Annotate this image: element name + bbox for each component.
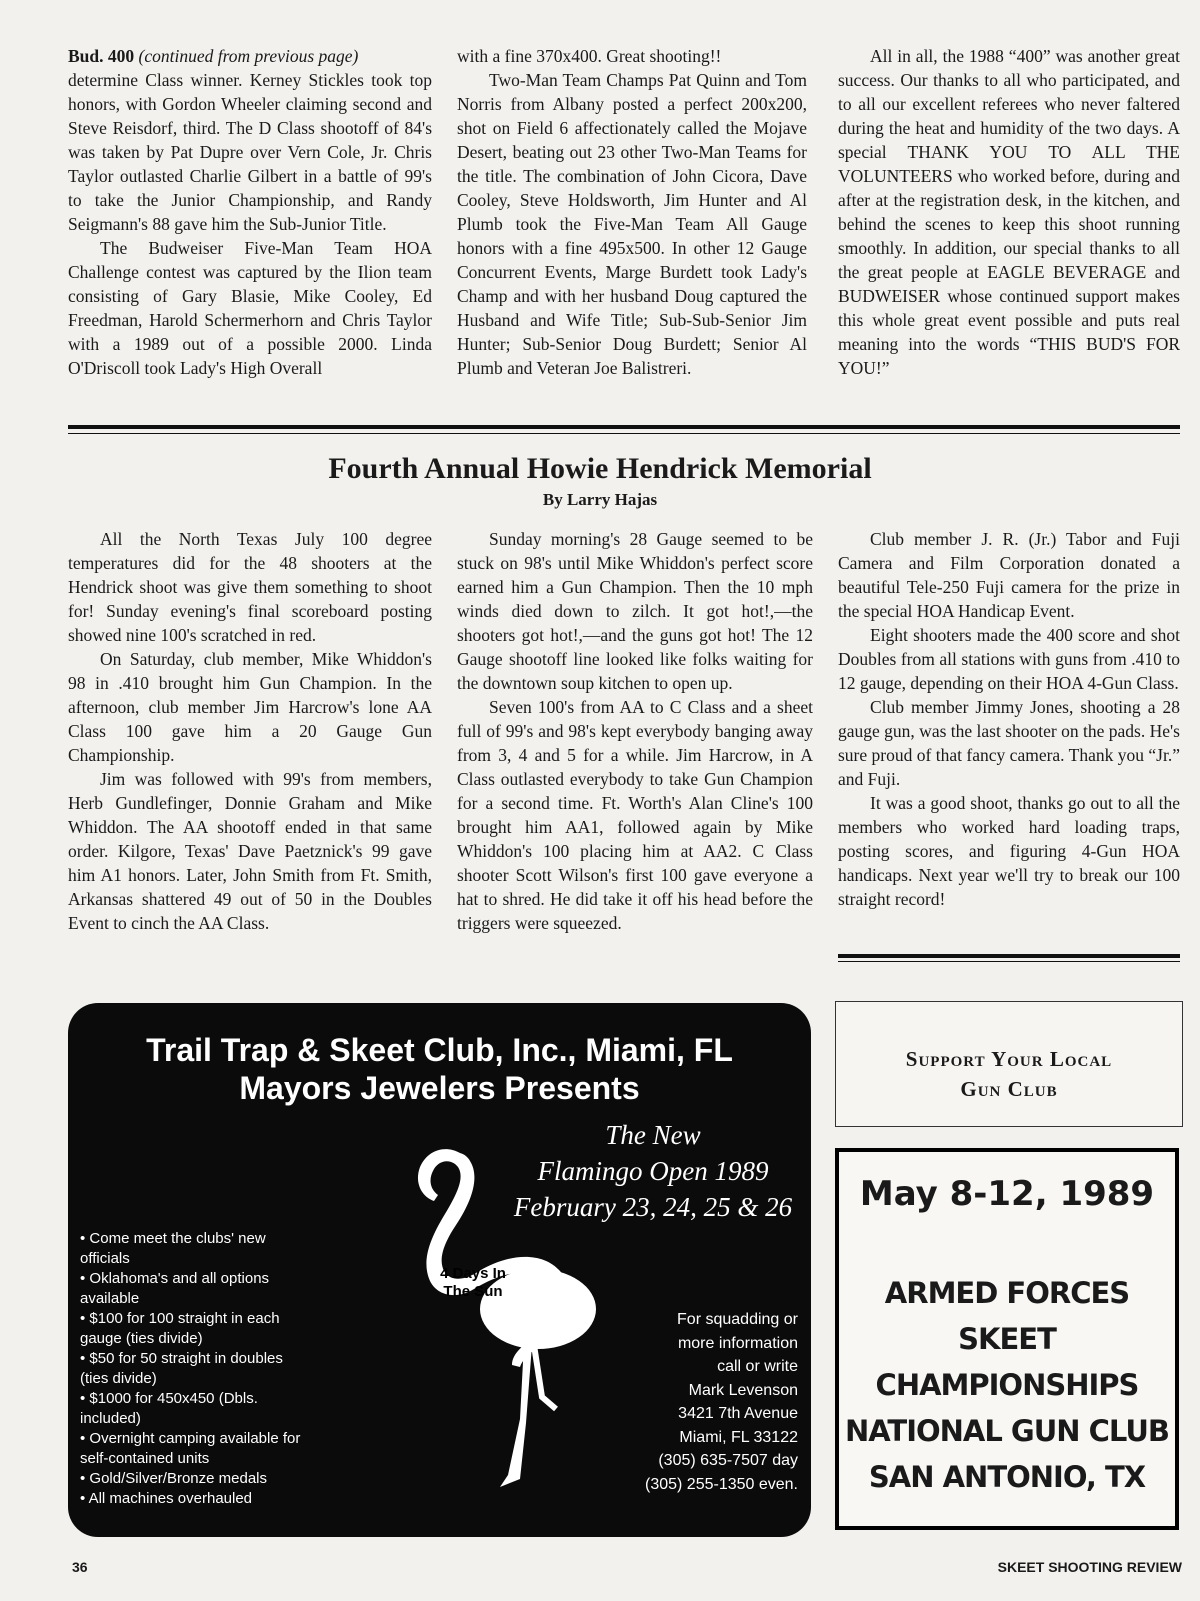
ad-bullet-list bbox=[80, 1229, 305, 1509]
ad-contact-line: 3421 7th Avenue bbox=[678, 1405, 798, 1422]
continued-paragraph: determine Class winner. Kerney Stickles took top honors, with Gordon Wheeler claiming second and Steve Reisdorf, third. The D Class shootoff of 84's was taken by Pat Dupre over Vern Cole, Jr. Chris Taylor outlasted Charlie Gilbert in a battle of 99's to take the Junior Championship, and Randy Seigmann's 88 gave him the Sub-Junior Title. bbox=[68, 70, 432, 234]
article-column-1 bbox=[68, 527, 432, 935]
article-paragraph: On Saturday, club member, Mike Whiddon's 98 in .410 brought him Gun Champion. In the afternoon, club member Jim Harcrow's lone AA Class 100 gave him a 20 Gauge Gun Championship. bbox=[68, 649, 432, 765]
article-column-3 bbox=[838, 527, 1180, 911]
article-paragraph: Club member J. R. (Jr.) Tabor and Fuji Camera and Film Corporation donated a beautiful Tele-250 Fuji camera for the prize in the special HOA Handicap Event. bbox=[838, 529, 1180, 621]
magazine-name: SKEET SHOOTING REVIEW bbox=[997, 1559, 1182, 1575]
support-local-gun-club-box bbox=[835, 1001, 1183, 1127]
article-paragraph: Eight shooters made the 400 score and shot Doubles from all stations with guns from .410 to 12 gauge, depending on their HOA 4-Gun Class. bbox=[838, 625, 1180, 693]
flamingo-icon bbox=[408, 1139, 628, 1499]
article-paragraph: Seven 100's from AA to C Class and a sheet full of 99's and 98's kept everybody banging away from 3, 4 and 5 for a while. Jim Harcrow, in A Class outlasted everybody to take Gun Champion for a second time. Ft. Worth's Alan Cline's 100 brought him AA1, followed again by Mike Whiddon's 100 placing him at AA2. C Class shooter Scott Wilson's first 100 gave everyone a hat to shred. He did take it off his head before the triggers were squeezed. bbox=[457, 697, 813, 933]
ad-bullet: • Come meet the clubs' new officials bbox=[80, 1229, 305, 1269]
ad-event-line: February 23, 24, 25 & 26 bbox=[513, 1192, 793, 1222]
armed-text bbox=[839, 1270, 1175, 1500]
article-paragraph: It was a good shoot, thanks go out to all the members who worked hard loading traps, posting scores, and figuring 4-Gun HOA handicaps. Next year we'll try to break our 100 straight record! bbox=[838, 793, 1180, 909]
armed-line: SAN ANTONIO, TX bbox=[868, 1460, 1146, 1494]
continued-paragraph: The Budweiser Five-Man Team HOA Challenge contest was captured by the Ilion team consisting of Gary Blasie, Mike Cooley, Ed Freedman, Harold Schermerhorn and Chris Taylor with a 1989 out of a possible 2000. Linda O'Driscoll took Lady's High Overall bbox=[68, 238, 432, 378]
ad-contact-line: (305) 255-1350 even. bbox=[645, 1475, 798, 1493]
ad-contact-line: For squadding or bbox=[677, 1311, 798, 1328]
continued-lead-italic: (continued from previous page) bbox=[138, 46, 359, 66]
article-paragraph: Club member Jimmy Jones, shooting a 28 gauge gun, was the last shooter on the pads. He's sure proud of that fancy camera. Thank you “Jr.” and Fuji. bbox=[838, 697, 1180, 789]
ad-bullet: • Overnight camping available for self-contained units bbox=[80, 1429, 305, 1469]
armed-line: NATIONAL GUN CLUB bbox=[844, 1414, 1170, 1448]
ad-bullet: • $100 for 100 straight in each gauge (ties divide) bbox=[80, 1309, 305, 1349]
continued-paragraph: Two-Man Team Champs Pat Quinn and Tom Norris from Albany posted a perfect 200x200, shot on Field 6 affectionately called the Mojave Desert, beating out 23 other Two-Man Teams for the title. The combination of John Cicora, Dave Cooley, Steve Holdsworth, Jim Hunter and Al Plumb took the Five-Man Team All Gauge honors with a fine 495x500. In other 12 Gauge Concurrent Events, Marge Burdett took Lady's Champ and with her husband Doug captured the Husband and Wife Title; Sub-Sub-Senior Jim Hunter; Sub-Senior Doug Burdett; Senior Al Plumb and Veteran Joe Balistreri. bbox=[457, 70, 807, 378]
armed-line: SKEET bbox=[958, 1322, 1056, 1356]
ad-bullet: • $1000 for 450x450 (Dbls. included) bbox=[80, 1389, 305, 1429]
armed-line: CHAMPIONSHIPS bbox=[875, 1368, 1139, 1402]
continued-lead-bold: Bud. 400 bbox=[68, 46, 135, 66]
page-number: 36 bbox=[72, 1559, 88, 1575]
ad-bullet: • $50 for 50 straight in doubles (ties divide) bbox=[80, 1349, 305, 1389]
ad-sun-label bbox=[423, 1265, 523, 1301]
section-divider-thin bbox=[68, 433, 1180, 434]
continued-column-2 bbox=[457, 44, 807, 380]
support-text bbox=[836, 1044, 1182, 1104]
ad-bullet: • All machines overhauled bbox=[80, 1489, 305, 1509]
ad-contact-line: Miami, FL 33122 bbox=[679, 1428, 798, 1446]
ad-club-name: Trail Trap & Skeet Club, Inc., Miami, FL bbox=[146, 1032, 733, 1068]
article-byline: By Larry Hajas bbox=[542, 490, 658, 509]
support-line: Support Your Local bbox=[905, 1047, 1113, 1071]
flamingo-open-ad bbox=[68, 1003, 811, 1537]
ad-contact-line: (305) 635-7507 day bbox=[658, 1452, 798, 1469]
ad-contact-info bbox=[608, 1308, 798, 1496]
section-divider bbox=[68, 425, 1180, 429]
continued-lead bbox=[68, 44, 432, 68]
continued-column-3 bbox=[838, 44, 1180, 380]
ad-bullet: • Oklahoma's and all options available bbox=[80, 1269, 305, 1309]
article-end-rule-thin bbox=[838, 961, 1180, 962]
article-column-2 bbox=[457, 527, 813, 935]
continued-paragraph: All in all, the 1988 “400” was another great success. Our thanks to all who participated, and to all our excellent referees who never faltered during the heat and humidity of the two days. A special THANK YOU TO ALL THE VOLUNTEERS who worked before, during and after at the registration desk, in the kitchen, and behind the scenes to keep this shoot running smoothly. In addition, our special thanks to all the great people at EAGLE BEVERAGE and BUDWEISER whose continued support makes this whole great event possible and puts real meaning into the words “THIS BUD'S FOR YOU!” bbox=[838, 46, 1180, 378]
ad-sun-line: The Sun bbox=[443, 1283, 503, 1300]
ad-contact-line: more information bbox=[677, 1334, 798, 1352]
article-paragraph: Jim was followed with 99's from members, Herb Gundlefinger, Donnie Graham and Mike Whiddon. The AA shootoff ended in that same order. Kilgore, Texas' Dave Paetznick's 99 gave him A1 honors. Later, John Smith from Ft. Smith, Arkansas shattered 49 out of 50 in the Doubles Event to cinch the AA Class. bbox=[68, 769, 432, 933]
article-title: Fourth Annual Howie Hendrick Memorial bbox=[328, 452, 872, 485]
ad-sun-line: 4 Days In bbox=[440, 1265, 506, 1282]
ad-contact-line: Mark Levenson bbox=[688, 1381, 798, 1399]
support-line: Gun Club bbox=[960, 1077, 1058, 1101]
article-paragraph: All the North Texas July 100 degree temperatures did for the 48 shooters at the Hendrick shoot was give them something to shoot for! Sunday evening's final scoreboard posting showed nine 100's scratched in red. bbox=[68, 529, 432, 645]
ad-headline bbox=[68, 1031, 811, 1107]
continued-paragraph: with a fine 370x400. Great shooting!! bbox=[457, 46, 722, 66]
article-end-rule bbox=[838, 954, 1180, 958]
armed-line: ARMED FORCES bbox=[884, 1276, 1130, 1310]
continued-column-1 bbox=[68, 44, 432, 380]
armed-date: May 8-12, 1989 bbox=[859, 1174, 1155, 1214]
ad-bullet: • Gold/Silver/Bronze medals bbox=[80, 1469, 305, 1489]
armed-forces-championship-box bbox=[835, 1148, 1179, 1530]
ad-event-line: Flamingo Open 1989 bbox=[537, 1156, 769, 1186]
ad-presenter: Mayors Jewelers Presents bbox=[239, 1070, 640, 1106]
ad-contact-line: call or write bbox=[717, 1358, 798, 1375]
article-paragraph: Sunday morning's 28 Gauge seemed to be stuck on 98's until Mike Whiddon's perfect score earned him a Gun Champion. Then the 10 mph winds died down to zilch. It got hot!,—the shooters got hot!,—and the guns got hot! The 12 Gauge shootoff line looked like folks waiting for the downtown soup kitchen to open up. bbox=[457, 529, 813, 693]
ad-event-line: The New bbox=[605, 1120, 701, 1150]
